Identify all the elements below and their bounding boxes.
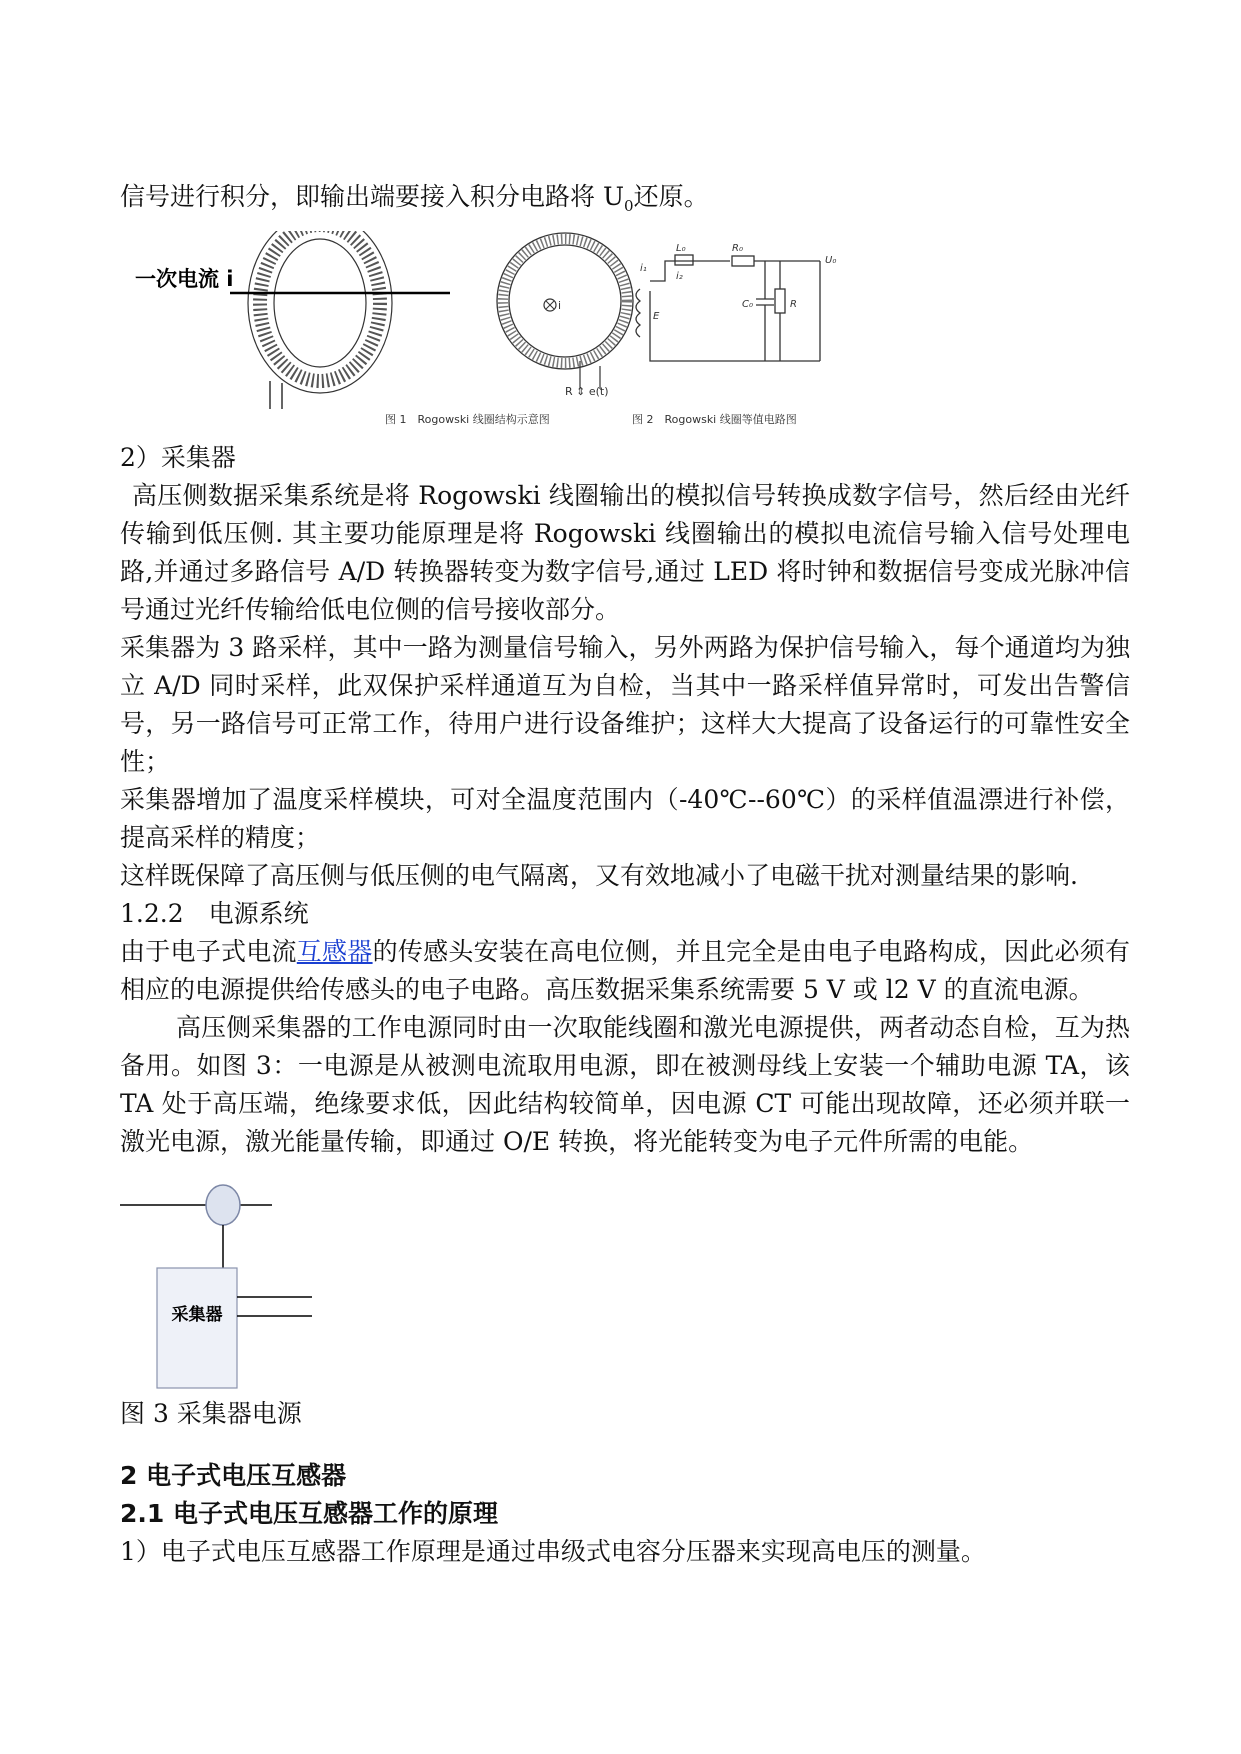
heading-electronic-voltage-transformer: 2 电子式电压互感器 (120, 1461, 347, 1490)
circuit-R0: R₀ (732, 243, 743, 254)
last-paragraph: 1）电子式电压互感器工作原理是通过串级式电容分压器来实现高电压的测量。 (120, 1537, 986, 1566)
collector-section-title: 2）采集器 (120, 443, 236, 472)
circuit-C0: C₀ (742, 299, 753, 310)
collector-power-figure (120, 1175, 1130, 1395)
collector-paragraph-2: 采集器为 3 路采样，其中一路为测量信号输入，另外两路为保护信号输入，每个通道均为独立 A/D 同时采样，此双保护采样通道互为自检，当其中一路采样值异常时，可发出告警信号，另一路信号可正常工作，待用户进行设备维护；这样大大提高了设备运行的可靠性安全性； (120, 633, 1130, 776)
coil-drawing (248, 231, 392, 409)
power-paragraph-1: 由于电子式电流互感器的传感头安装在高电位侧，并且完全是由电子电路构成，因此必须有相应的电源提供给传感头的电子电路。高压数据采集系统需要 5 V 或 l2 V 的直流电源。 (120, 937, 1130, 1004)
ring-i-label: i (558, 299, 562, 312)
primary-current-label: 一次电流 i (135, 267, 234, 291)
rogowski-figures (120, 231, 1130, 431)
ring-r-e-label: R ⇕ e(t) (565, 385, 609, 398)
figure3-caption: 图 3 采集器电源 (120, 1399, 302, 1428)
power-section-title: 1.2.2 电源系统 (120, 899, 309, 928)
circuit-U0: U₀ (825, 255, 837, 266)
heading-working-principle: 2.1 电子式电压互感器工作的原理 (120, 1499, 498, 1528)
collector-paragraph-1: 高压侧数据采集系统是将 Rogowski 线圈输出的模拟信号转换成数字信号，然后经由光纤传输到低压侧. 其主要功能原理是将 Rogowski 线圈输出的模拟电流信号输入信号处理电路,并通过多路信号 A/D 转换器转变为数字信号,通过 LED 将时钟和数据信号变成光脉冲信号通过光纤传输给低电位侧的信号接收部分。 (120, 481, 1130, 624)
document-page (120, 178, 1130, 1571)
subscript-zero: 0 (624, 197, 634, 215)
ring-cross-section (497, 233, 633, 389)
collector-paragraph-3: 采集器增加了温度采样模块，可对全温度范围内（-40℃--60℃）的采样值温漂进行补偿，提高采样的精度； (120, 785, 1130, 852)
collector-box-label: 采集器 (171, 1305, 223, 1325)
collector-paragraph-4: 这样既保障了高压侧与低压侧的电气隔离，又有效地减小了电磁干扰对测量结果的影响. (120, 861, 1078, 890)
ct-circle (206, 1185, 240, 1225)
circuit-E: E (653, 311, 660, 322)
transformer-link[interactable]: 互感器 (296, 937, 373, 966)
figure2-caption: 图 2 Rogowski 线圈等值电路图 (632, 413, 797, 426)
circuit-R: R (790, 299, 797, 310)
figure1-caption: 图 1 Rogowski 线圈结构示意图 (385, 413, 550, 426)
intro-paragraph: 信号进行积分，即输出端要接入积分电路将 $U_0$还原。 (120, 182, 709, 215)
power-paragraph-2: 高压侧采集器的工作电源同时由一次取能线圈和激光电源提供，两者动态自检，互为热备用。如图 3：一电源是从被测电流取用电源，即在被测母线上安装一个辅助电源 TA，该 TA 处于高压端，绝缘要求低，因此结构较简单，因电源 CT 可能出现故障，还必须并联一激光电源，激光能量传输，即通过 O/E 转换，将光能转变为电子元件所需的电能。 (120, 1013, 1130, 1156)
circuit-i1: i₁ (640, 263, 647, 274)
rogowski-figure-svg (120, 231, 1130, 431)
circuit-L0: L₀ (676, 243, 686, 254)
circuit-i2: i₂ (676, 271, 683, 282)
collector-box (157, 1268, 237, 1388)
collector-power-svg (120, 1175, 520, 1395)
